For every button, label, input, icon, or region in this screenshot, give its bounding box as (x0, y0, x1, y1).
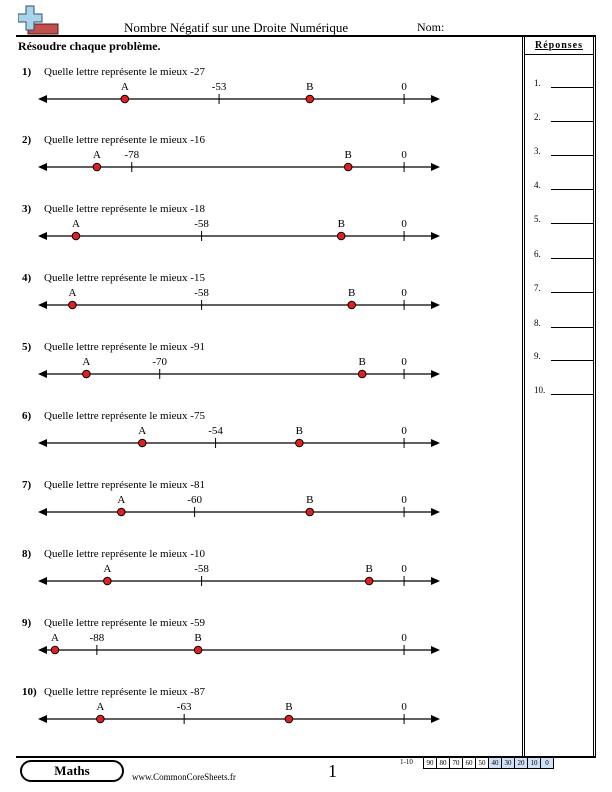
point-b-label: B (358, 356, 366, 368)
problem (22, 272, 442, 332)
point-a-label: A (117, 494, 126, 506)
answer-number: 3. (534, 146, 541, 156)
problem-question: Quelle lettre représente le mieux -81 (44, 479, 205, 491)
score-cell: 90 (424, 758, 437, 769)
point-a-label: A (71, 218, 80, 230)
point-a-label: A (82, 356, 91, 368)
left-arrow-icon (38, 439, 47, 447)
answer-blank[interactable] (551, 258, 594, 259)
point-b-label: B (348, 287, 356, 299)
point-a (51, 646, 59, 654)
left-arrow-icon (38, 715, 47, 723)
number-line (22, 617, 442, 677)
right-arrow-icon (431, 370, 440, 378)
point-b-label: B (285, 701, 293, 713)
answer-number: 6. (534, 249, 541, 259)
answer-blank[interactable] (551, 121, 594, 122)
right-arrow-icon (431, 715, 440, 723)
answer-blank[interactable] (551, 155, 594, 156)
answer-number: 9. (534, 351, 541, 361)
right-arrow-icon (431, 163, 440, 171)
point-a-label: A (120, 81, 129, 93)
number-line (22, 341, 442, 401)
problem-question: Quelle lettre représente le mieux -15 (44, 272, 205, 284)
instructions: Résoudre chaque problème. (18, 39, 161, 53)
score-cell: 10 (528, 758, 541, 769)
answers-title-divider (525, 54, 593, 55)
answer-blank[interactable] (551, 223, 594, 224)
point-a-label: A (68, 287, 77, 299)
answer-number: 8. (534, 318, 541, 328)
right-arrow-icon (431, 646, 440, 654)
point-b-label: B (337, 218, 345, 230)
problem-question: Quelle lettre représente le mieux -87 (44, 686, 205, 698)
reference-label: -78 (124, 149, 140, 161)
problem (22, 548, 442, 608)
point-b (344, 163, 352, 171)
answer-number: 5. (534, 214, 541, 224)
reference-label: -63 (176, 701, 192, 713)
point-a-label: A (103, 563, 112, 575)
problem-number: 3) (22, 203, 32, 215)
score-range-label: 1-10 (400, 758, 413, 766)
point-b-label: B (344, 149, 352, 161)
problem-question: Quelle lettre représente le mieux -16 (44, 134, 205, 146)
problem-number: 9) (22, 617, 32, 629)
number-line (22, 272, 442, 332)
zero-label: 0 (401, 425, 407, 437)
problem (22, 479, 442, 539)
answer-blank[interactable] (551, 327, 594, 328)
score-cell: 30 (502, 758, 515, 769)
answer-number: 2. (534, 112, 541, 122)
problem (22, 341, 442, 401)
right-arrow-icon (431, 439, 440, 447)
problem (22, 203, 442, 263)
point-a (93, 163, 101, 171)
left-arrow-icon (38, 95, 47, 103)
left-arrow-icon (38, 163, 47, 171)
zero-label: 0 (401, 356, 407, 368)
reference-label: -88 (89, 632, 105, 644)
answer-blank[interactable] (551, 360, 594, 361)
reference-label: -58 (194, 563, 209, 575)
problem-question: Quelle lettre représente le mieux -91 (44, 341, 205, 353)
reference-label: -53 (211, 81, 227, 93)
left-arrow-icon (38, 301, 47, 309)
problem-number: 7) (22, 479, 32, 491)
number-line (22, 548, 442, 608)
problem-question: Quelle lettre représente le mieux -75 (44, 410, 205, 422)
right-arrow-icon (431, 95, 440, 103)
point-a-label: A (51, 632, 59, 644)
problem (22, 686, 442, 746)
problem-number: 2) (22, 134, 32, 146)
score-cell: 50 (476, 758, 489, 769)
point-b (358, 370, 366, 378)
point-b (296, 439, 304, 447)
point-a (118, 508, 126, 516)
number-line (22, 203, 442, 263)
point-b (348, 301, 356, 309)
number-line (22, 479, 442, 539)
header-divider (16, 35, 596, 37)
point-b (306, 95, 314, 103)
point-a (97, 715, 105, 723)
problem-number: 5) (22, 341, 32, 353)
left-arrow-icon (38, 370, 47, 378)
point-a (69, 301, 77, 309)
problem (22, 410, 442, 470)
answer-number: 7. (534, 283, 541, 293)
point-a-label: A (92, 149, 101, 161)
problem-number: 1) (22, 66, 32, 78)
answer-blank[interactable] (551, 189, 594, 190)
point-a (83, 370, 91, 378)
reference-label: -60 (187, 494, 202, 506)
problem-number: 8) (22, 548, 32, 560)
score-cell: 20 (515, 758, 528, 769)
number-line (22, 410, 442, 470)
site-url: www.CommonCoreSheets.fr (132, 772, 236, 782)
left-arrow-icon (38, 646, 47, 654)
answer-number: 4. (534, 180, 541, 190)
zero-label: 0 (401, 218, 407, 230)
problem-question: Quelle lettre représente le mieux -27 (44, 66, 205, 78)
problem (22, 134, 442, 194)
point-b (285, 715, 293, 723)
zero-label: 0 (401, 563, 407, 575)
point-a (121, 95, 129, 103)
point-b (337, 232, 345, 240)
answer-blank[interactable] (551, 394, 594, 395)
problem-number: 4) (22, 272, 32, 284)
right-arrow-icon (431, 577, 440, 585)
zero-label: 0 (401, 494, 407, 506)
score-cell: 0 (541, 758, 554, 769)
zero-label: 0 (401, 632, 407, 644)
score-cell: 40 (489, 758, 502, 769)
point-b (306, 508, 314, 516)
number-line (22, 66, 442, 126)
worksheet-logo (18, 4, 68, 36)
answer-column (522, 36, 596, 756)
left-arrow-icon (38, 577, 47, 585)
score-cell: 60 (463, 758, 476, 769)
page-number: 1 (328, 761, 337, 781)
point-a-label: A (138, 425, 147, 437)
point-b (194, 646, 202, 654)
score-table (423, 757, 554, 769)
score-cell: 80 (437, 758, 450, 769)
number-line (22, 686, 442, 746)
problem-number: 6) (22, 410, 32, 422)
point-a (104, 577, 112, 585)
problem-number: 10) (22, 686, 37, 698)
answer-blank[interactable] (551, 292, 594, 293)
problem-question: Quelle lettre représente le mieux -18 (44, 203, 205, 215)
problem-question: Quelle lettre représente le mieux -10 (44, 548, 205, 560)
point-b-label: B (194, 632, 202, 644)
point-b-label: B (295, 425, 304, 437)
answer-number: 10. (534, 385, 546, 395)
subject-badge: Maths (20, 760, 124, 782)
reference-label: -58 (194, 218, 209, 230)
zero-label: 0 (401, 81, 407, 93)
answer-blank[interactable] (551, 87, 594, 88)
problem (22, 66, 442, 126)
point-b (365, 577, 373, 585)
reference-label: -54 (208, 425, 223, 437)
point-a (138, 439, 146, 447)
name-label: Nom: (417, 20, 445, 34)
problem-question: Quelle lettre représente le mieux -59 (44, 617, 205, 629)
reference-label: -70 (152, 356, 168, 368)
number-line (22, 134, 442, 194)
point-b-label: B (306, 81, 314, 93)
point-a (72, 232, 80, 240)
zero-label: 0 (401, 149, 407, 161)
left-arrow-icon (38, 232, 47, 240)
right-arrow-icon (431, 232, 440, 240)
zero-label: 0 (401, 287, 407, 299)
point-b-label: B (365, 563, 373, 575)
zero-label: 0 (401, 701, 407, 713)
right-arrow-icon (431, 508, 440, 516)
answer-number: 1. (534, 78, 541, 88)
page-title: Nombre Négatif sur une Droite Numérique (124, 20, 349, 35)
reference-label: -58 (194, 287, 209, 299)
left-arrow-icon (38, 508, 47, 516)
problem (22, 617, 442, 677)
right-arrow-icon (431, 301, 440, 309)
answers-title: Réponses (534, 40, 583, 51)
score-cell: 70 (450, 758, 463, 769)
point-b-label: B (306, 494, 314, 506)
point-a-label: A (96, 701, 105, 713)
